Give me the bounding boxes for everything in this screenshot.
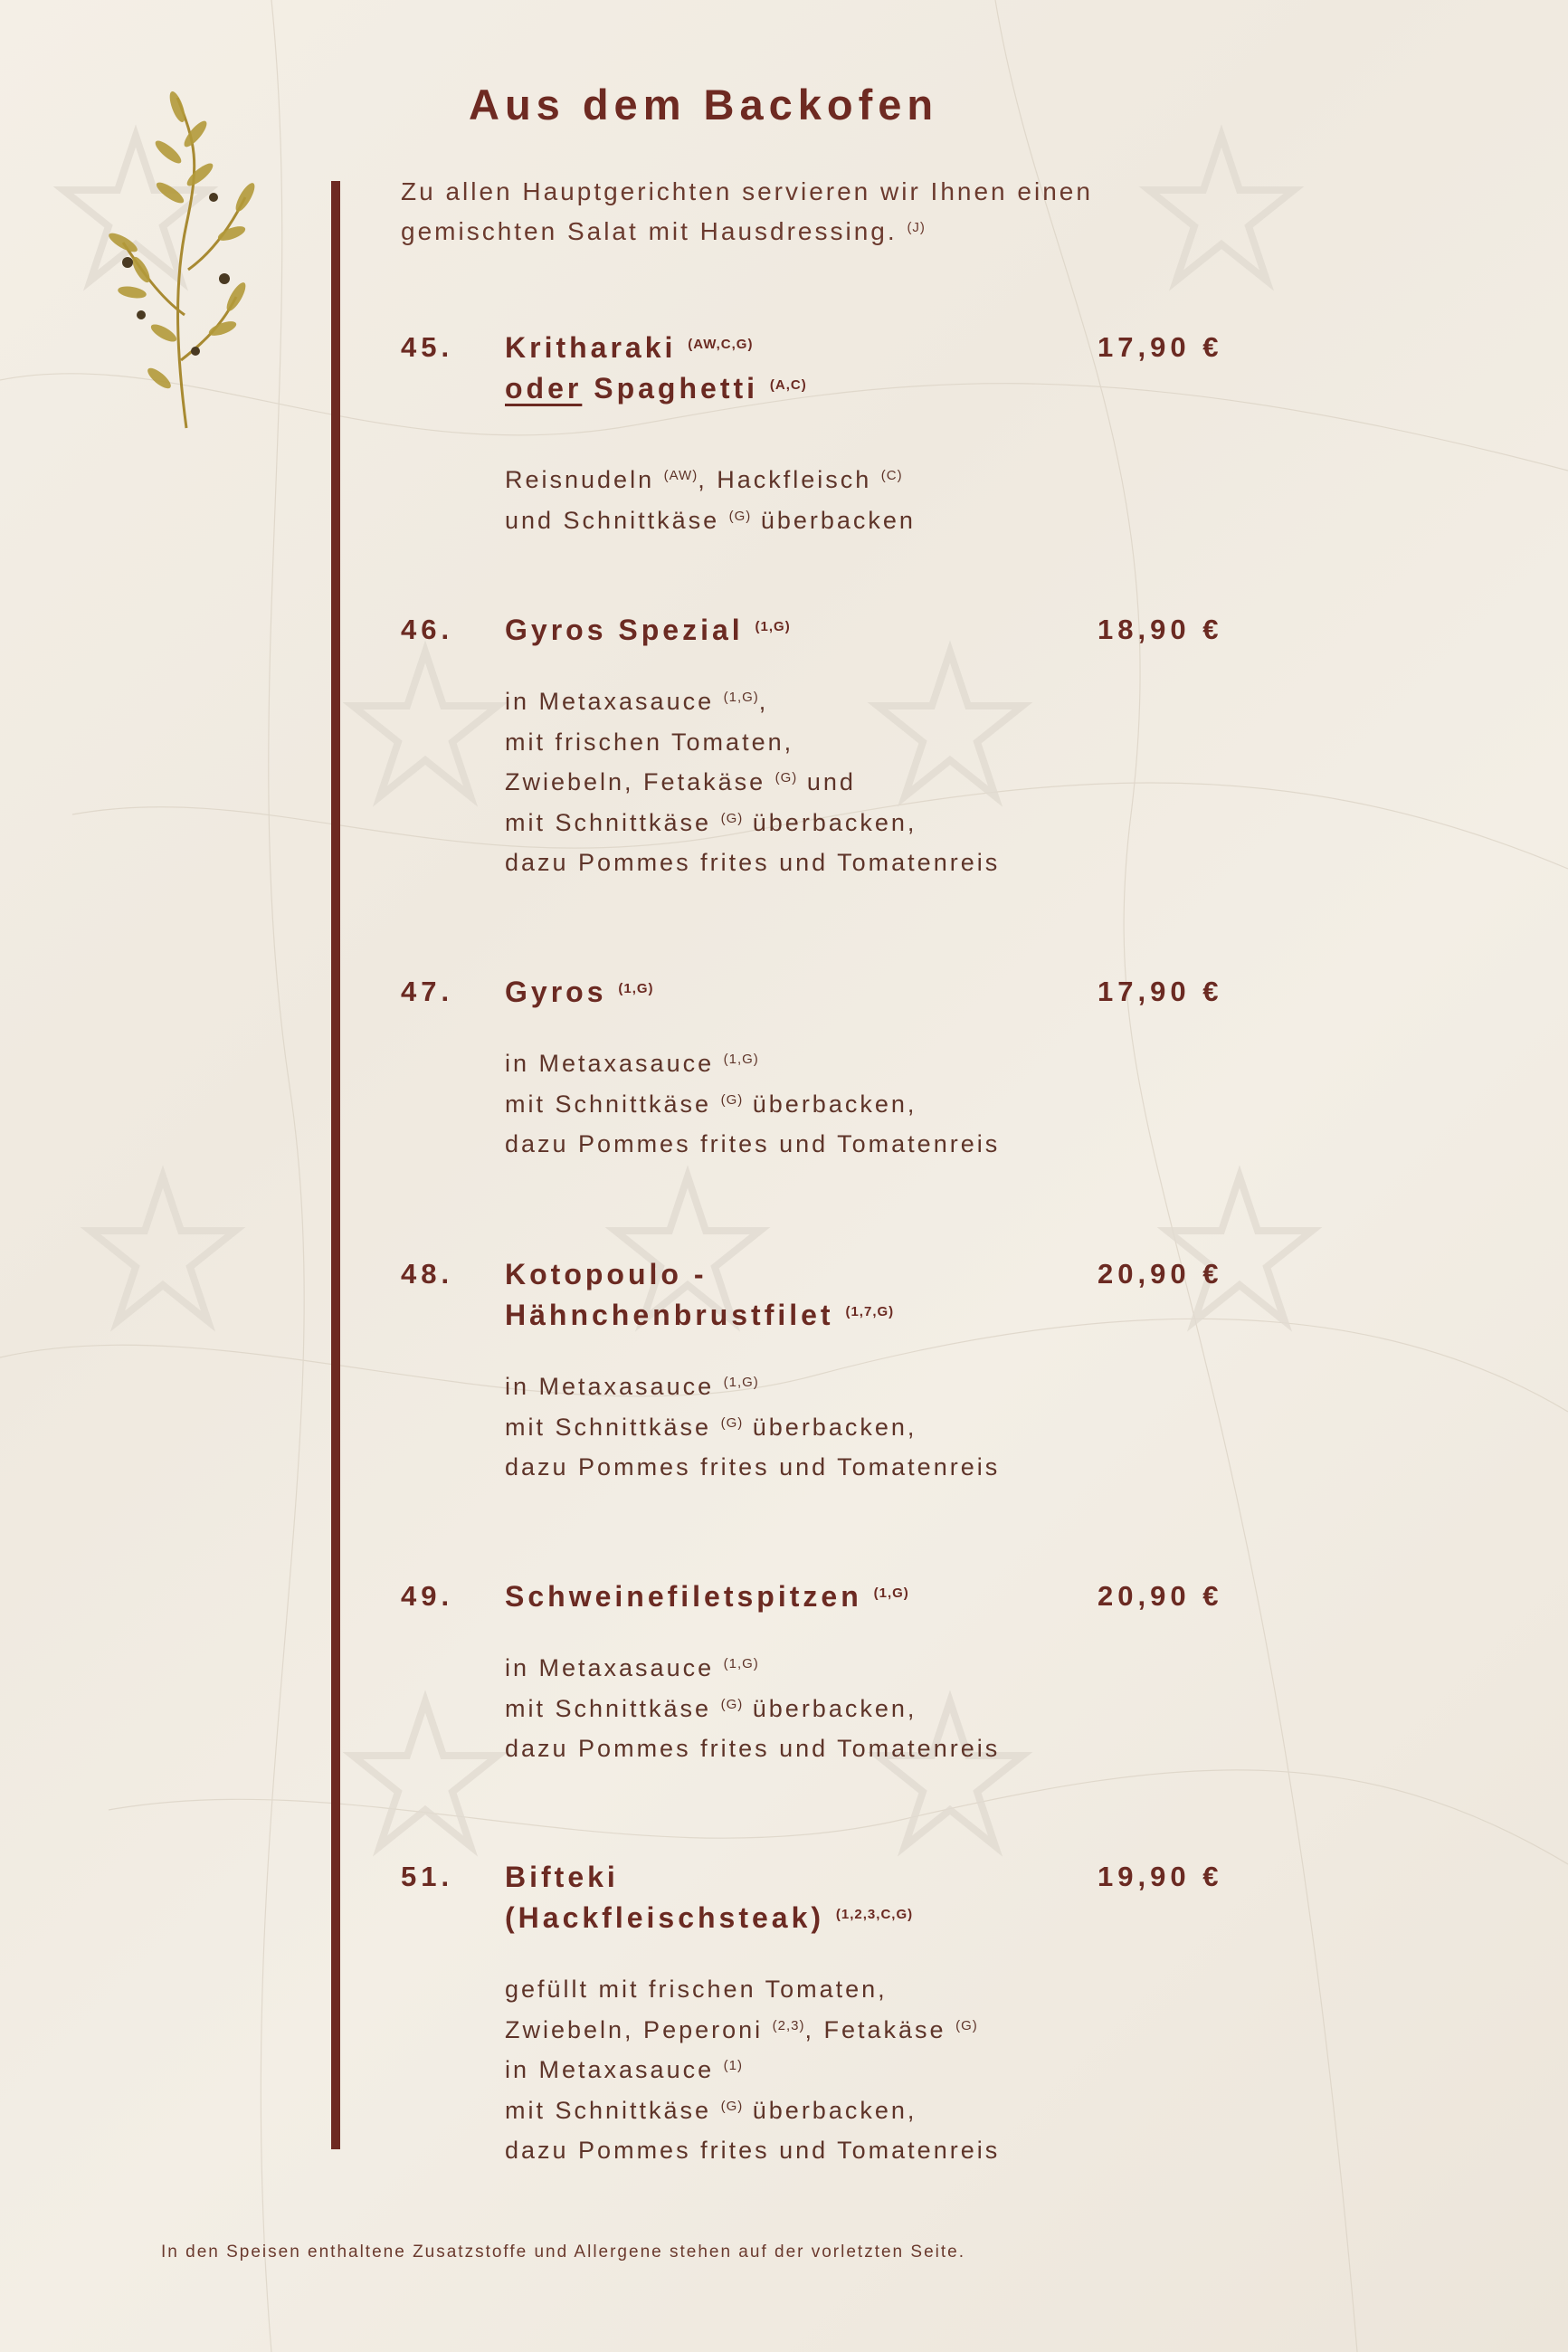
allergen-sup: (G) xyxy=(720,1696,744,1712)
item-name xyxy=(505,972,1084,1013)
intro-text xyxy=(401,172,1215,252)
item-name-text: Schweinefiletspitzen xyxy=(505,1580,862,1613)
description-line xyxy=(505,1689,1156,1729)
description-line xyxy=(505,1969,1156,2010)
footer-note: In den Speisen enthaltene Zusatzstoffe und Allergene stehen auf der vorletzten Seite. xyxy=(161,2242,965,2262)
item-name-line xyxy=(505,1254,1084,1295)
allergen-sup: (1,G) xyxy=(723,1656,759,1671)
item-name-text: Bifteki xyxy=(505,1861,619,1893)
intro-allergen-sup: (J) xyxy=(907,220,926,235)
item-name-text: (Hackfleischsteak) xyxy=(505,1901,825,1934)
item-price: 17,90 € xyxy=(1098,976,1223,1007)
description-line xyxy=(505,1407,1156,1448)
item-description xyxy=(505,1043,1156,1165)
allergen-sup: (G) xyxy=(774,770,798,786)
allergen-sup: (G) xyxy=(720,1414,744,1431)
item-name-line xyxy=(505,1898,1084,1938)
description-text: dazu Pommes frites und Tomatenreis xyxy=(505,1130,1001,1157)
item-number: 46. xyxy=(401,614,454,645)
item-description xyxy=(505,1648,1156,1769)
allergen-sup: (AW) xyxy=(663,468,698,483)
intro-line-2: gemischten Salat mit Hausdressing. xyxy=(401,217,898,245)
description-line xyxy=(505,843,1156,883)
description-line xyxy=(505,2130,1156,2171)
item-name-text: Gyros Spezial xyxy=(505,614,744,646)
item-name-line xyxy=(505,368,1084,409)
description-line xyxy=(505,1366,1156,1407)
vertical-divider xyxy=(331,181,340,2149)
description-text-continued: und xyxy=(797,768,856,795)
description-text: Zwiebeln, Fetakäse xyxy=(505,768,766,795)
description-line xyxy=(505,2090,1156,2131)
description-text: mit Schnittkäse xyxy=(505,808,712,836)
item-description xyxy=(505,681,1156,883)
item-price: 20,90 € xyxy=(1098,1580,1223,1612)
item-name-text: Kritharaki xyxy=(505,331,677,364)
allergen-sup: (G) xyxy=(955,2017,978,2033)
description-line xyxy=(505,1447,1156,1488)
item-name-line xyxy=(505,1576,1084,1617)
description-line xyxy=(505,1124,1156,1165)
description-line xyxy=(505,722,1156,763)
description-line xyxy=(505,681,1156,722)
allergen-sup: (G) xyxy=(720,1091,744,1108)
item-name-text: Hähnchenbrustfilet xyxy=(505,1299,834,1331)
intro-line-1: Zu allen Hauptgerichten servieren wir Ihnen einen xyxy=(401,177,1093,205)
item-name xyxy=(505,1576,1084,1617)
description-text-continued: überbacken, xyxy=(743,1090,917,1118)
olive-branch-icon xyxy=(87,89,268,433)
item-number: 45. xyxy=(401,331,454,363)
description-line xyxy=(505,2050,1156,2090)
allergen-sup: (1) xyxy=(723,2058,743,2073)
description-text-continued: überbacken, xyxy=(743,808,917,836)
item-price: 17,90 € xyxy=(1098,331,1223,363)
item-number: 47. xyxy=(401,976,454,1007)
allergen-sup: (AW,C,G) xyxy=(688,337,754,352)
description-text: mit Schnittkäse xyxy=(505,1090,712,1118)
allergen-sup: (1,G) xyxy=(618,981,654,996)
description-text: dazu Pommes frites und Tomatenreis xyxy=(505,849,1001,876)
item-name xyxy=(505,610,1084,651)
description-text: in Metaxasauce xyxy=(505,1050,715,1077)
item-name-line xyxy=(505,1295,1084,1336)
item-description xyxy=(505,460,1156,540)
item-name-text: Spaghetti xyxy=(582,372,759,405)
allergen-sup: (1,G) xyxy=(723,1375,759,1390)
item-name-text: Gyros xyxy=(505,976,607,1008)
allergen-sup: (A,C) xyxy=(769,377,807,393)
description-text-continued: überbacken, xyxy=(743,1694,917,1722)
description-text: dazu Pommes frites und Tomatenreis xyxy=(505,2137,1001,2164)
item-price: 19,90 € xyxy=(1098,1861,1223,1892)
allergen-sup: (1,2,3,C,G) xyxy=(835,1907,914,1922)
description-text: in Metaxasauce xyxy=(505,1654,715,1681)
item-name-line xyxy=(505,972,1084,1013)
item-price: 20,90 € xyxy=(1098,1258,1223,1290)
item-name xyxy=(505,328,1084,409)
allergen-sup: (2,3) xyxy=(772,2017,805,2033)
allergen-sup: (G) xyxy=(720,2098,744,2114)
item-description xyxy=(505,1969,1156,2171)
description-text-continued: , xyxy=(758,688,769,715)
item-price: 18,90 € xyxy=(1098,614,1223,645)
allergen-sup: (G) xyxy=(720,810,744,826)
allergen-sup: (C) xyxy=(880,468,903,483)
description-text: in Metaxasauce xyxy=(505,688,715,715)
allergen-sup: (1,7,G) xyxy=(845,1304,895,1319)
description-line xyxy=(505,1728,1156,1769)
description-text: und Schnittkäse xyxy=(505,506,720,534)
item-name xyxy=(505,1254,1084,1336)
description-line xyxy=(505,1084,1156,1125)
description-text-continued: überbacken xyxy=(751,506,916,534)
description-line xyxy=(505,762,1156,803)
description-line xyxy=(505,460,1156,500)
page-title: Aus dem Backofen xyxy=(469,81,939,129)
description-text: mit Schnittkäse xyxy=(505,1413,712,1441)
description-line xyxy=(505,500,1156,541)
description-line xyxy=(505,1043,1156,1084)
item-name-line xyxy=(505,328,1084,368)
description-line xyxy=(505,803,1156,843)
description-text-continued: , Fetakäse xyxy=(804,2015,946,2043)
item-name-line xyxy=(505,610,1084,651)
item-name-line xyxy=(505,1857,1084,1898)
item-number: 51. xyxy=(401,1861,454,1892)
item-number: 48. xyxy=(401,1258,454,1290)
description-text: Reisnudeln xyxy=(505,466,655,493)
description-text: in Metaxasauce xyxy=(505,1373,715,1400)
description-text: gefüllt mit frischen Tomaten, xyxy=(505,1976,888,2003)
item-name-text: Kotopoulo - xyxy=(505,1258,708,1290)
allergen-sup: (1,G) xyxy=(873,1585,909,1601)
item-name xyxy=(505,1857,1084,1938)
description-text-continued: , Hackfleisch xyxy=(698,466,872,493)
description-text: mit Schnittkäse xyxy=(505,1694,712,1722)
description-line xyxy=(505,2010,1156,2051)
description-text-continued: überbacken, xyxy=(743,2096,917,2124)
description-text: dazu Pommes frites und Tomatenreis xyxy=(505,1453,1001,1481)
description-text: dazu Pommes frites und Tomatenreis xyxy=(505,1735,1001,1762)
allergen-sup: (1,G) xyxy=(723,1052,759,1067)
allergen-sup: (1,G) xyxy=(755,619,791,634)
description-text-continued: überbacken, xyxy=(743,1413,917,1441)
item-name-prefix: oder xyxy=(505,372,583,405)
description-text: mit frischen Tomaten, xyxy=(505,728,794,756)
allergen-sup: (G) xyxy=(728,508,752,524)
description-line xyxy=(505,1648,1156,1689)
description-text: mit Schnittkäse xyxy=(505,2096,712,2124)
item-number: 49. xyxy=(401,1580,454,1612)
allergen-sup: (1,G) xyxy=(723,690,759,705)
item-description xyxy=(505,1366,1156,1488)
description-text: in Metaxasauce xyxy=(505,2056,715,2083)
description-text: Zwiebeln, Peperoni xyxy=(505,2015,764,2043)
